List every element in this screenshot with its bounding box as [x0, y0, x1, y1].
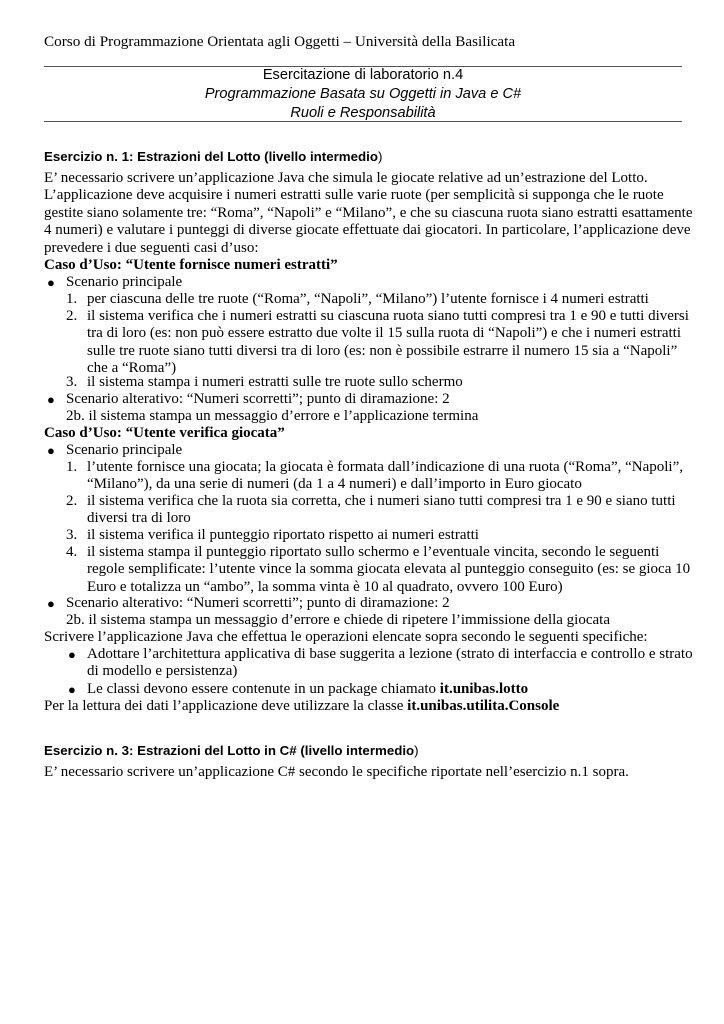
uc1-alternative: Scenario alterativo: “Numeri scorretti”; punto di diramazione: 2	[66, 391, 450, 407]
intro-line: 4 numeri) e valutare i punteggi di diverse giocate effettuate dai giocatori. In particolare, l’applicazione deve	[44, 222, 691, 239]
header-bottom-rule	[44, 121, 682, 122]
bullet-icon: ●	[47, 392, 55, 407]
intro-line: E’ necessario scrivere un’applicazione Java che simula le giocate relative ad un’estrazione del Lotto.	[44, 170, 648, 186]
exercise-3-title-close: )	[414, 743, 419, 758]
uc2-scenario: Scenario principale	[66, 442, 183, 458]
step-line: il sistema stampa il punteggio riportato sullo schermo e l’eventuale vincita, secondo le seguenti	[87, 544, 660, 560]
exercise-3-title-text: Esercizio n. 3: Estrazioni del Lotto in C# (livello intermedio	[44, 743, 415, 758]
uc1-step-3: il sistema stampa i numeri estratti sulle tre ruote sullo schermo	[87, 374, 463, 390]
bullet-icon: ●	[68, 647, 76, 662]
package-name: it.unibas.lotto	[439, 681, 529, 697]
step-line: diversi tra di loro	[87, 510, 191, 527]
spec-line: di modello e persistenza)	[87, 663, 238, 680]
lab-title: Esercitazione di laboratorio n.4	[262, 67, 464, 83]
uc2-step-2	[87, 493, 676, 528]
console-instruction-text: Per la lettura dei dati l’applicazione deve utilizzare la classe	[44, 698, 408, 714]
console-instruction	[44, 698, 559, 715]
console-class-name: it.unibas.utilita.Console	[407, 698, 560, 714]
uc2-step-3-num: 3.	[66, 527, 78, 543]
uc2-step-1-num: 1.	[66, 459, 78, 475]
step-line: tra di loro (es: non può essere estratto due volte il 15 sulla ruota di “Napoli”) e che i numeri estratti	[87, 325, 681, 342]
uc1-alternative-2b: 2b. il sistema stampa un messaggio d’errore e l’applicazione termina	[66, 408, 479, 424]
uc2-step-4	[87, 544, 690, 596]
exercise-3-title	[44, 743, 419, 758]
uc2-alternative: Scenario alterativo: “Numeri scorretti”; punto di diramazione: 2	[66, 595, 450, 611]
spec-line: Adottare l’architettura applicativa di base suggerita a lezione (strato di interfaccia e controllo e strato	[87, 646, 693, 662]
uc1-step-3-num: 3.	[66, 374, 78, 390]
bullet-icon: ●	[47, 443, 55, 458]
course-header: Corso di Programmazione Orientata agli Oggetti – Università della Basilicata	[44, 33, 516, 50]
uc2-step-1	[87, 459, 683, 494]
uc1-step-1: per ciascuna delle tre ruote (“Roma”, “Napoli”, “Milano”) l’utente fornisce i 4 numeri estratti	[87, 291, 649, 307]
uc1-step-2-num: 2.	[66, 308, 78, 324]
exercise-1-title-close: )	[377, 149, 383, 164]
lab-subtitle: Programmazione Basata su Oggetti in Java e C#	[204, 86, 522, 102]
uc2-step-4-num: 4.	[66, 544, 78, 560]
lab-topic: Ruoli e Responsabilità	[290, 105, 436, 121]
write-instruction: Scrivere l’applicazione Java che effettua le operazioni elencate sopra secondo le seguenti specifiche:	[44, 629, 648, 645]
step-line: Euro e totalizza un “ambo”, la somma vinta è 10 al quadrato, ovvero 100 Euro)	[87, 578, 563, 595]
exercise-3-body: E’ necessario scrivere un’applicazione C# secondo le specifiche riportate nell’esercizio n.1 sopra.	[44, 764, 629, 780]
step-line: regole semplificate: l’utente vince la somma giocata elevata al punteggio conseguito (es: se gioca 10	[87, 561, 691, 578]
use-case-1-title: Caso d’Uso: “Utente fornisce numeri estratti”	[44, 257, 338, 273]
spec-package-text: Le classi devono essere contenute in un package chiamato	[87, 681, 440, 697]
exercise-1-intro	[44, 170, 693, 257]
bullet-icon: ●	[68, 682, 76, 697]
uc1-scenario: Scenario principale	[66, 274, 183, 290]
uc2-alternative-2b: 2b. il sistema stampa un messaggio d’errore e chiede di ripetere l’immissione della giocata	[66, 612, 610, 628]
uc2-step-3: il sistema verifica il punteggio riportato rispetto ai numeri estratti	[87, 527, 479, 543]
intro-line: gestite siano solamente tre: “Roma”, “Napoli” e “Milano”, e che su ciascuna ruota siano estratti esattamente	[44, 204, 693, 221]
bullet-icon: ●	[47, 275, 55, 290]
step-line: il sistema verifica che i numeri estratti su ciascuna ruota siano tutti compresi tra 1 e 90 e tutti diversi	[87, 308, 689, 324]
spec-package	[87, 681, 528, 698]
spec-architecture	[87, 646, 693, 681]
lab-header	[44, 66, 682, 123]
step-line: il sistema verifica che la ruota sia corretta, che i numeri siano tutti compresi tra 1 e 90 e siano tutti	[87, 493, 676, 509]
step-line: sulle tre ruote siano tutti diversi tra di loro (es: non è possibile estrarre il numero 15 sia a “Napoli”	[87, 342, 678, 359]
exercise-1-title-text: Esercizio n. 1: Estrazioni del Lotto (livello intermedio	[44, 149, 378, 164]
intro-line: L’applicazione deve acquisire i numeri estratti sulle varie ruote (per semplicità si supponga che le ruote	[44, 187, 664, 204]
bullet-icon: ●	[47, 596, 55, 611]
uc1-step-1-num: 1.	[66, 291, 78, 307]
use-case-2-title: Caso d’Uso: “Utente verifica giocata”	[44, 425, 285, 441]
exercise-1-title	[44, 149, 382, 164]
step-line: “Milano”), da una serie di numeri (da 1 a 4 numeri) e dall’importo in Euro giocato	[87, 476, 582, 493]
uc2-step-2-num: 2.	[66, 493, 78, 509]
intro-line: prevedere i due seguenti casi d’uso:	[44, 239, 259, 256]
step-line: che a “Roma”)	[87, 360, 177, 377]
step-line: l’utente fornisce una giocata; la giocata è formata dall’indicazione di una ruota (“Roma”, “Napoli”,	[87, 459, 683, 475]
uc1-step-2	[87, 308, 689, 378]
